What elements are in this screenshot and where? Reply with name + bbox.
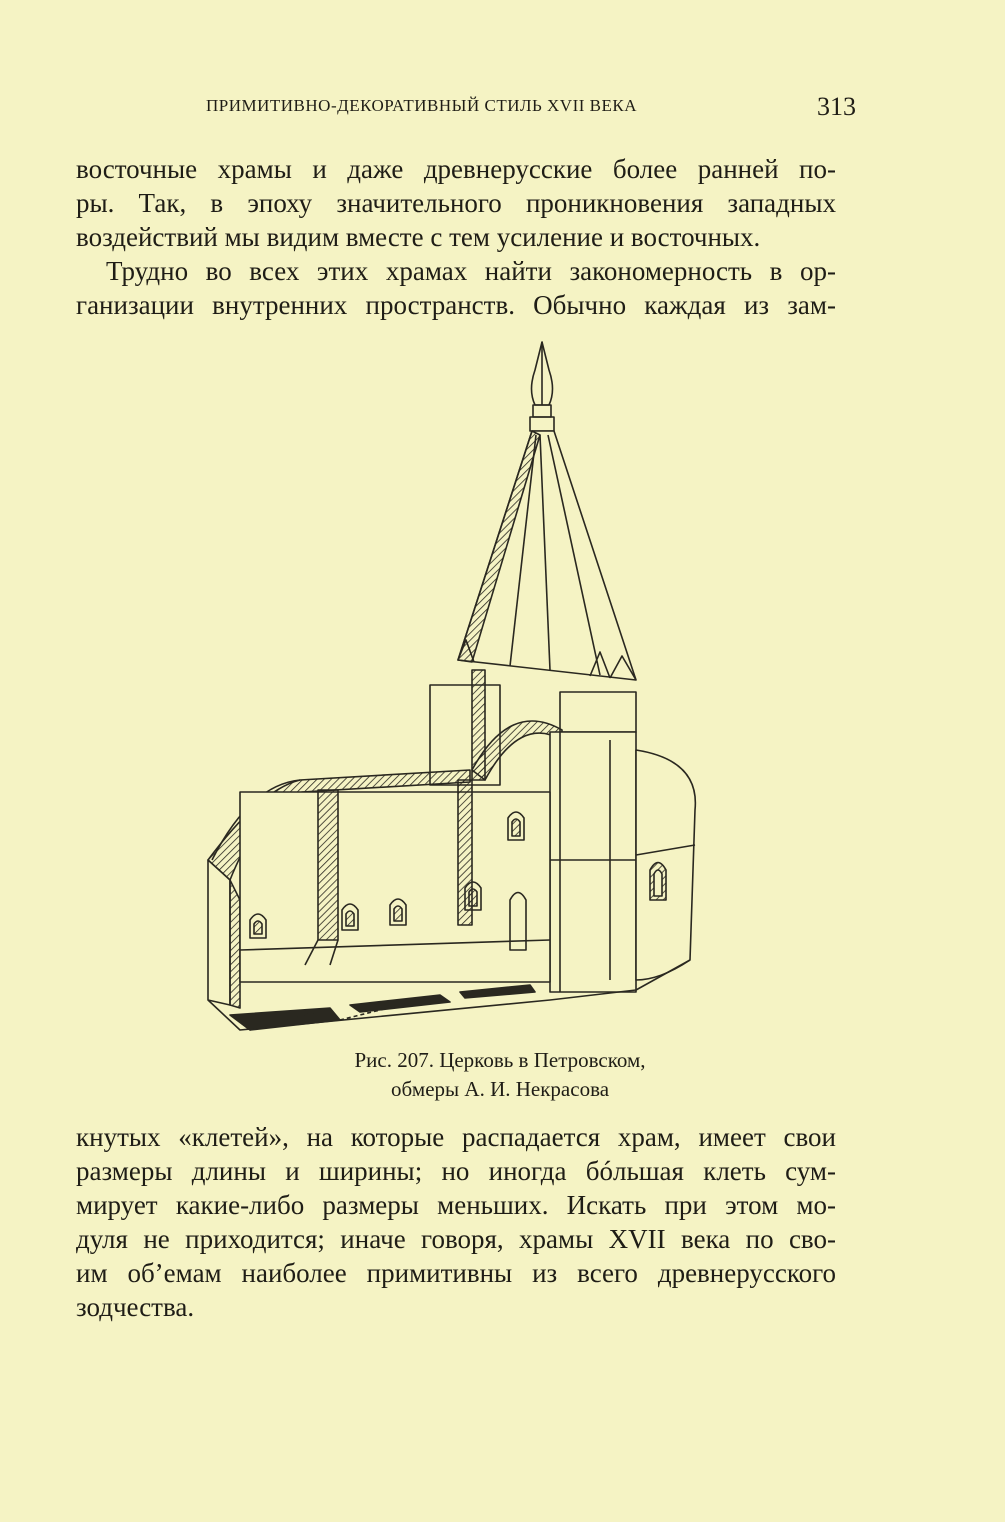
text-line: воздействий мы видим вместе с тем усиление и восточных. bbox=[76, 222, 761, 252]
text-line: Трудно во всех этих храмах найти закономерность в ор- bbox=[106, 256, 836, 286]
figure-caption bbox=[200, 1046, 800, 1104]
page-number: 313 bbox=[817, 92, 856, 121]
text-line: ры. Так, в эпоху значительного проникновения западных bbox=[76, 188, 836, 218]
church-section-drawing bbox=[190, 340, 710, 1040]
caption-line-2: обмеры А. И. Некрасова bbox=[390, 1077, 610, 1101]
text-line: им об’емам наиболее примитивны из всего древнерусского bbox=[76, 1258, 836, 1288]
text-line: зодчества. bbox=[76, 1292, 195, 1322]
text-line: восточные храмы и даже древнерусские более ранней по- bbox=[76, 154, 836, 184]
church-illustration bbox=[190, 340, 710, 1040]
text-line: ганизации внутренних пространств. Обычно каждая из зам- bbox=[76, 290, 836, 320]
caption-line-1: Рис. 207. Церковь в Петровском, bbox=[354, 1048, 646, 1072]
text-line: размеры длины и ширины; но иногда бóльшая клеть сум- bbox=[76, 1156, 836, 1186]
paragraph-bottom bbox=[76, 1120, 836, 1324]
text-line: мирует какие-либо размеры меньших. Искать при этом мо- bbox=[76, 1190, 836, 1220]
paragraph-top bbox=[76, 152, 836, 322]
text-line: дуля не приходится; иначе говоря, храмы XVII века по сво- bbox=[76, 1224, 836, 1254]
running-title: ПРИМИТИВНО-ДЕКОРАТИВНЫЙ СТИЛЬ XVII ВЕКА bbox=[206, 96, 637, 115]
running-head bbox=[76, 92, 856, 124]
text-line: кнутых «клетей», на которые распадается храм, имеет свои bbox=[76, 1122, 836, 1152]
